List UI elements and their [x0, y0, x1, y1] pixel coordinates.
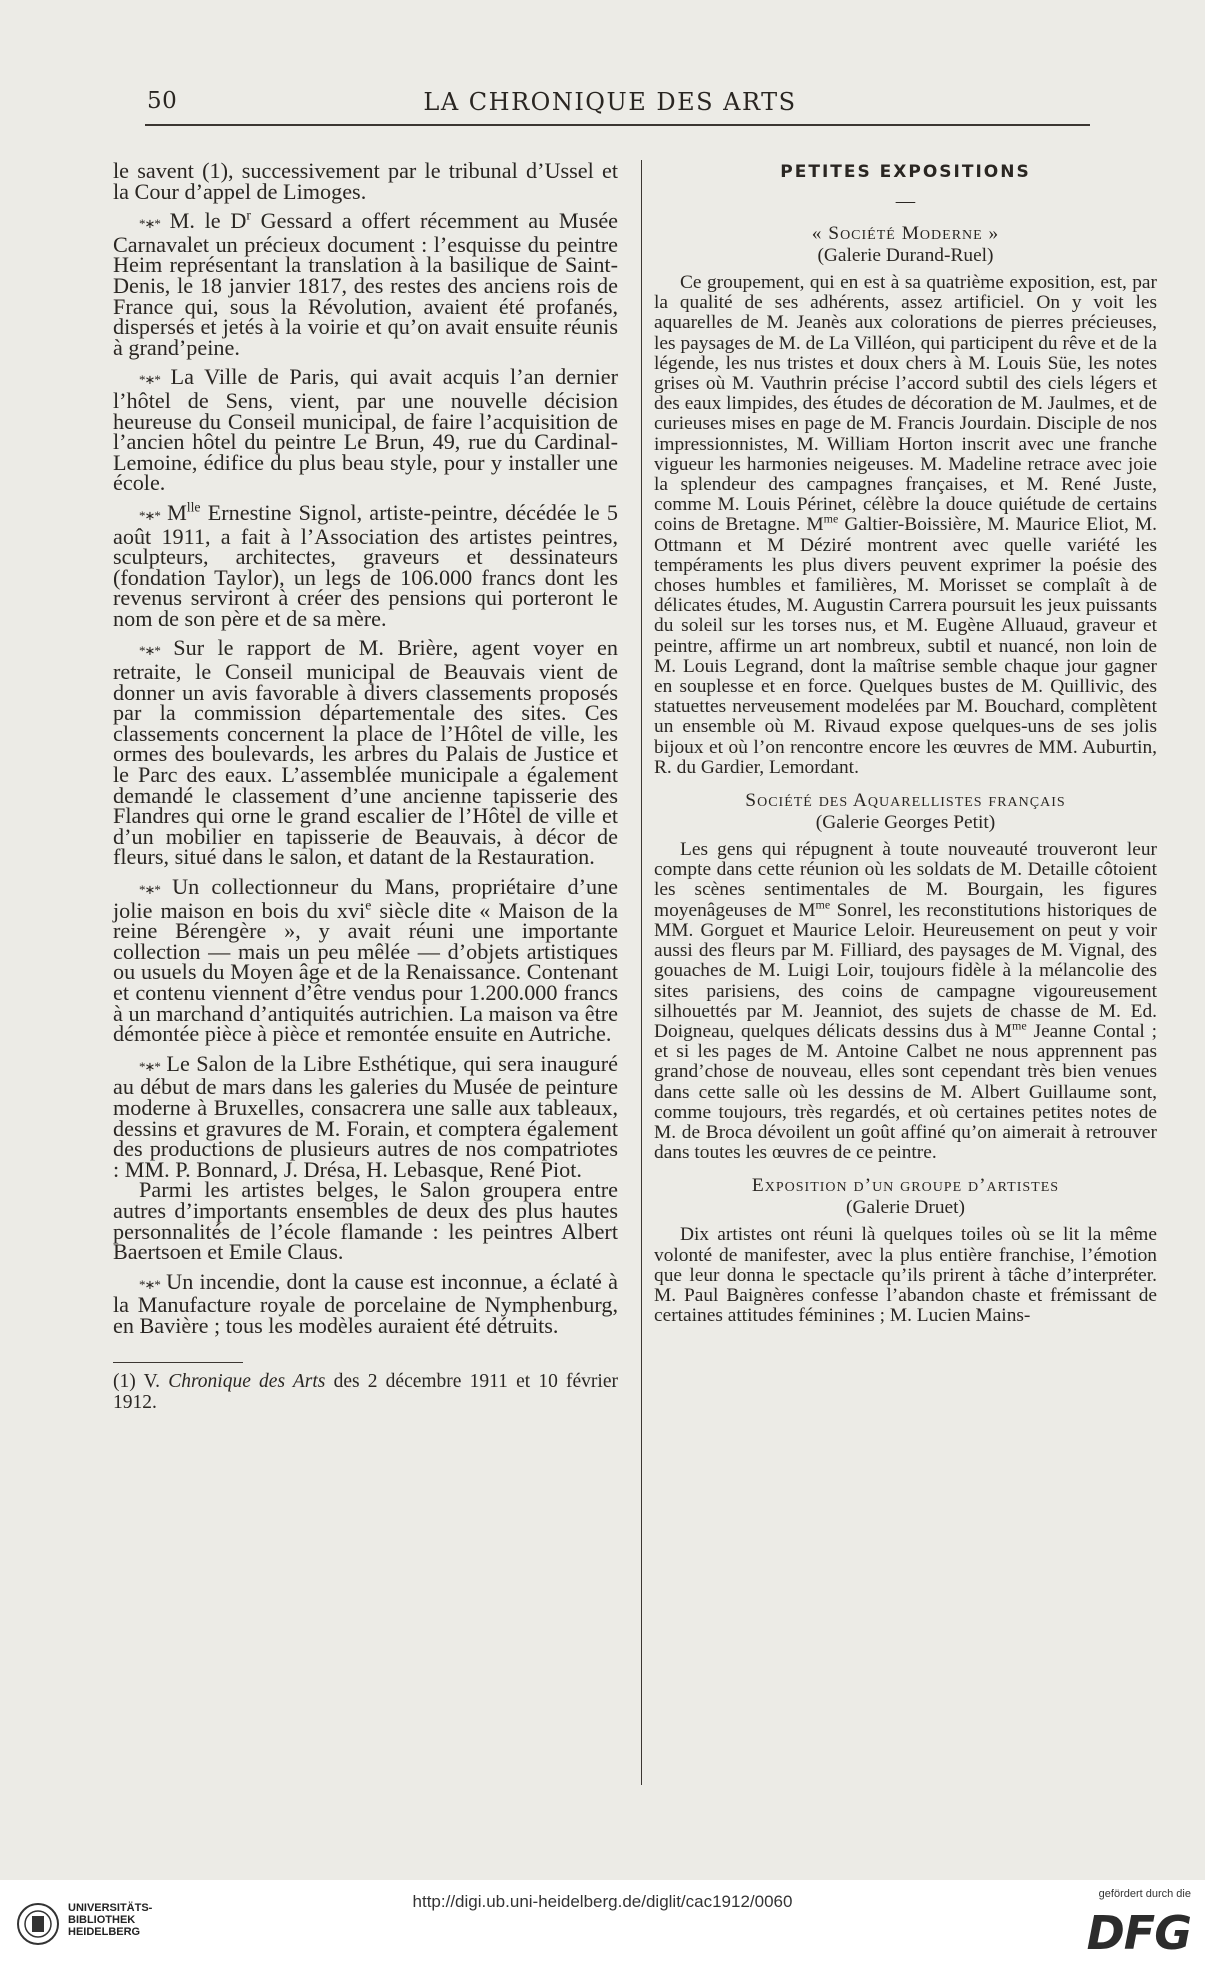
library-name: UNIVERSITÄTS- BIBLIOTHEK HEIDELBERG [68, 1902, 153, 1938]
column-divider [641, 160, 642, 1785]
paragraph: Parmi les artistes belges, le Salon groupera entre autres d’importants ensembles de deux des plus hautes personnalités de l’école flamande : les peintres Albert Baertsoen et Emile Claus. [113, 1177, 618, 1265]
asterism-icon: *∗* [139, 216, 160, 232]
right-column [654, 161, 1157, 1326]
asterism-icon: *∗* [139, 643, 160, 659]
asterism-icon: *∗* [139, 882, 160, 897]
running-title: LA CHRONIQUE DES ARTS [423, 88, 797, 116]
paragraph: *∗* Un incendie, dont la cause est inconnue, a éclaté à la Manufacture royale de porcelaine de Nymphenburg, en Bavière ; tous les modèles auraient été détruits. [113, 1268, 618, 1338]
section-dash: — [895, 191, 916, 212]
page-number: 50 [147, 88, 178, 114]
paragraph: Ce groupement, qui en est à sa quatrième exposition, est, par la qualité de ses adhérents, assez artificiel. On y voit les aquarelles de M. Jeanès aux colorations de pierres précieuses, les paysages de M. de La Villéon, qui participent du rêve et de la légende, les nus tristes et doux chers à M. Louis Süe, les notes grises où M. Vauthrin précise l’accord subtil des ciels légers et des eaux limpides, des études de décoration de M. Jaulmes, et de curieuses mises en page de M. Francis Jourdain. Disciple de nos impressionnistes, M. William Horton inscrit avec une franche vigueur les harmonies neigeuses. M. Madeline retrace avec joie la splendeur des campagnes françaises, et M. René Juste, comme M. Louis Périnet, célèbre la douce quiétude de certains coins de Bretagne. $M^{me}$ Galtier-Boissière, M. Maurice Eliot, M. Ottmann et M Déziré montrent avec quelle variété les tempéraments les plus divers peuvent exprimer la poésie des choses humbles et familières, M. Morisset se complaît à de délicates études, M. Augustin Carrera poursuit les jeux puissants du soleil sur les torses nus, et M. Eugène Alluaud, graveur et peintre, affirme un art nombreux, subtil et nuancé, non loin de M. Louis Legrand, dont la maîtrise semble chaque jour gagner en souplesse et en force. Quelques bustes de M. Quillivic, des statuettes nerveusement modelées par M. Bouchard, complètent un ensemble où M. Rivaud expose quelques-uns de ses jolis bijoux et où l’on rencontre encore les œuvres de MM. Auburtin, R. du Gardier, Lemordant. [654, 272, 1157, 778]
asterism-icon: *∗* [139, 1058, 160, 1074]
header-rule [145, 124, 1090, 126]
funded-by-label: gefördert durch die [1098, 1888, 1191, 1900]
section-title: PETITES EXPOSITIONS [780, 162, 1031, 182]
paragraph: *∗* Un collectionneur du Mans, propriétaire d’une jolie maison en bois du xvi$^e$ siècle dite « Maison de la reine Bérengère », y avait réuni une importante collection — mais un peu mêlée — d’objets artistiques ou usuels du Moyen âge et de la Renaissance. Contenant et contenu viennent d’être vendus pour 1.200.000 francs à un marchand d’antiquités autrichien. La maison va être démontée pièce à pièce et remontée ensuite en Autriche. [113, 874, 619, 1047]
paragraph: le savent (1), successivement par le tribunal d’Ussel et la Cour d’appel de Limoges. [113, 158, 618, 204]
asterism-icon: *∗* [139, 372, 160, 388]
footnote-rule [113, 1362, 243, 1363]
paragraph: Dix artistes ont réuni là quelques toiles où se lit la même volonté de manifester, avec la plus entière franchise, l’émotion que leur donna le spectacle qu’ils prirent à tâche d’interpréter. M. Paul Baignères confesse l’abandon chaste et frémissant de certaines attitudes féminines ; M. Lucien Mains- [654, 1224, 1157, 1327]
asterism-icon: *∗* [139, 507, 160, 523]
exhibition-title: « Société Moderne » [811, 223, 1000, 244]
gallery-name: (Galerie Georges Petit) [815, 812, 996, 834]
gallery-name: (Galerie Druet) [846, 1197, 965, 1219]
exhibition-title: Société des Aquarellistes français [745, 790, 1066, 812]
paragraph: Les gens qui répugnent à toute nouveauté trouveront leur compte dans cette réunion où les soldats de M. Detaille côtoient les scènes sentimentales de M. Bourgain, les figures moyenâgeuses de $M^{me}$ Sonrel, les reconstitutions historiques de MM. Gorguet et Maurice Leloir. Heureusement on peut y voir aussi des fleurs par M. Filliard, des paysages de M. Vignal, des gouaches de M. Luigi Loir, toujours fidèle à la mélancolie des sites parisiens, des coins de campagne vigoureusement silhouettés par M. Jeanniot, des sujets de chasse de M. Ed. Doigneau, quelques délicats dessins dus à $M^{me}$ Jeanne Contal ; et si les pages de M. Antoine Calbet ne nous apprennent pas grand’chose de nouveau, elles sont cependant très bien venues dans cette salle où les dessins de M. Albert Guillaume sont, comme toujours, très regardés, et où certaines petites notes de M. de Broca dévoilent un goût affiné qu’on aimerait à retrouver dans toutes les œuvres de ce peintre. [654, 839, 1157, 1164]
page-header [145, 88, 1075, 118]
footnote: (1) V. Chronique des Arts des 2 décembre 1911 et 10 février 1912. [113, 1371, 618, 1414]
footer-bar [0, 1880, 1205, 1968]
gallery-name: (Galerie Durand-Ruel) [817, 245, 994, 266]
paragraph: *∗* M. le $D^r$ Gessard a offert récemment au Musée Carnavalet un précieux document : l’esquisse du peintre Heim représentant la translation à la basilique de Saint-Denis, le 18 janvier 1817, des restes des anciens rois de France qui, sous la Révolution, avaient été profanés, dispersés et jetés à la voirie et qu’on avait ensuite réunis à grand’peine. [113, 207, 619, 360]
permalink-url[interactable]: http://digi.ub.uni-heidelberg.de/diglit/cac1912/0060 [412, 1892, 793, 1911]
paragraph: *∗* Sur le rapport de M. Brière, agent voyer en retraite, le Conseil municipal de Beauvais vient de donner un avis favorable à divers classements proposés par la commission départementale des sites. Ces classements concernent la place de l’Hôtel de ville, les ormes des boulevards, les arbres du Palais de Justice et le Parc des eaux. L’assemblée municipale a également demandé le classement d’une ancienne tapisserie des Flandres qui orne le grand escalier de l’Hôtel de ville et d’un mobilier en tapisserie de Beauvais, à décor de fleurs, situé dans le salon, et datant de la Restauration. [113, 635, 618, 870]
dfg-logo: DFG [1086, 1906, 1191, 1960]
left-column [113, 158, 619, 1414]
paragraph: *∗* $M^{lle}$ Ernestine Signol, artiste-peintre, décédée le 5 août 1911, a fait à l’Association des artistes peintres, sculpteurs, architectes, graveurs et dessinateurs (fondation Taylor), un legs de 106.000 francs dont les revenus serviront à créer des pensions qui porteront le nom de son père et de sa mère. [113, 499, 618, 631]
paragraph: *∗* La Ville de Paris, qui avait acquis l’an dernier l’hôtel de Sens, vient, par une nouvelle décision heureuse du Conseil municipal, de faire l’acquisition de l’ancien hôtel du peintre Le Brun, 49, rue du Cardinal-Lemoine, édifice du plus beau style, pour y installer une école. [113, 364, 618, 496]
exhibition-title: Exposition d’un groupe d’artistes [751, 1175, 1060, 1197]
asterism-icon: *∗* [139, 1276, 160, 1292]
paragraph: *∗* Le Salon de la Libre Esthétique, qui sera inauguré au début de mars dans les galeries du Musée de peinture moderne à Bruxelles, consacrera une salle aux tableaux, dessins et gravures de M. Forain, et comptera également des productions de plusieurs autres de nos compatriotes : MM. P. Bonnard, J. Drésa, H. Lebasque, René Piot. [113, 1050, 619, 1182]
